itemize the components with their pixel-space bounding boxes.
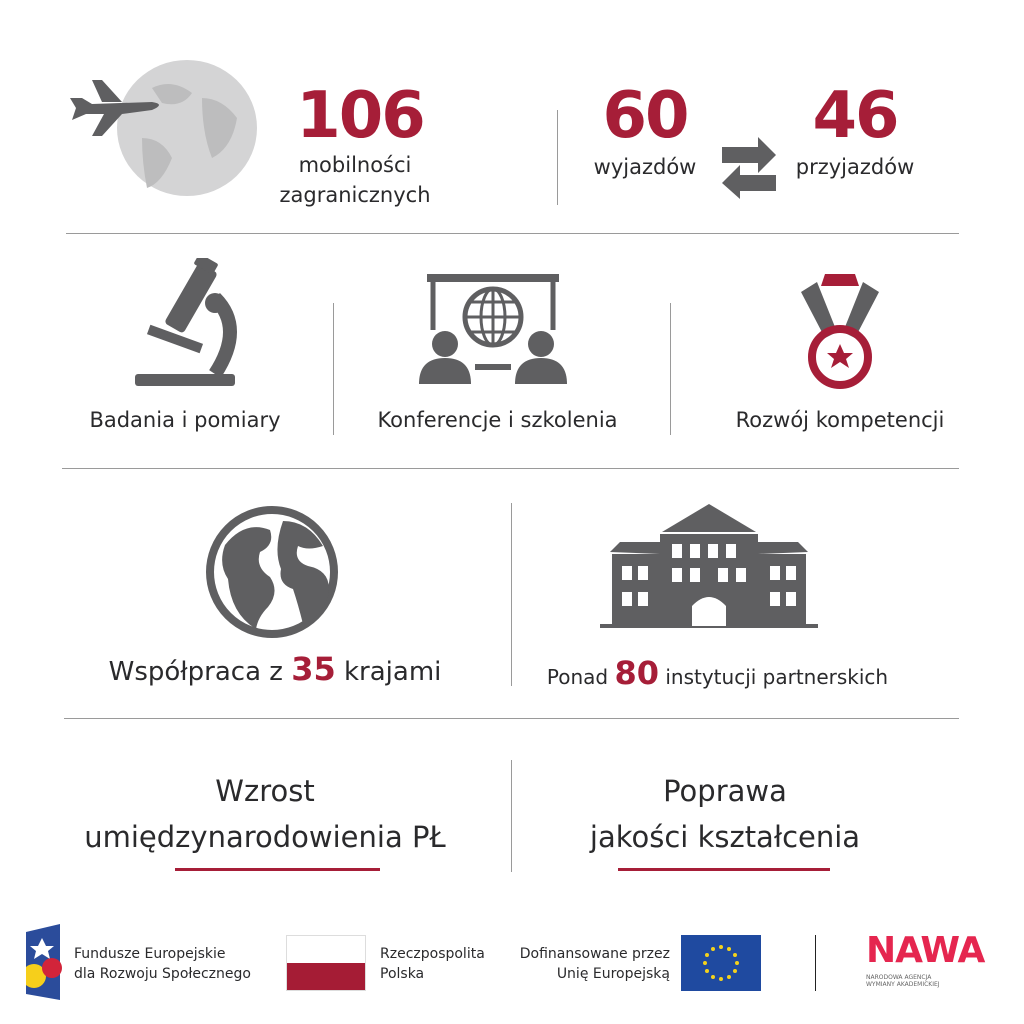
total-label-line2: zagranicznych [279, 183, 431, 207]
outcome-1-line1: Wzrost [215, 774, 315, 808]
outcome-2-line1: Poprawa [663, 774, 787, 808]
microscope-icon [135, 258, 245, 390]
countries-value: 35 [291, 650, 336, 688]
eu-line1: Dofinansowane przez [519, 946, 670, 962]
university-building-icon [600, 502, 818, 630]
total-label-line1: mobilności [298, 153, 412, 177]
countries-stat [80, 650, 470, 688]
fe-text [74, 944, 251, 984]
outcome-1-line2: umiędzynarodowienia PŁ [84, 820, 446, 854]
fe-line1: Fundusze Europejskie [74, 946, 226, 962]
fe-line2: dla Rozwoju Społecznego [74, 966, 251, 982]
nawa-logo [866, 932, 1001, 988]
rp-line1: Rzeczpospolita [380, 946, 485, 962]
activity-label-conferences: Konferencje i szkolenia [377, 408, 618, 432]
presentation-globe-icon [415, 272, 570, 387]
total-mobility-value: 106 [296, 79, 424, 153]
activity-label-research: Badania i pomiary [89, 408, 281, 432]
activity-label-competences: Rozwój kompetencji [735, 408, 945, 432]
rp-text [380, 944, 485, 984]
institutions-stat [530, 654, 905, 692]
rp-line2: Polska [380, 966, 425, 982]
polish-flag-icon [286, 935, 366, 991]
globe-plane-icon [62, 58, 262, 198]
eu-line2: Unię Europejską [556, 966, 670, 982]
countries-prefix: Współpraca z [108, 657, 283, 687]
outgoing-label: wyjazdów [593, 155, 697, 179]
medal-icon [795, 272, 885, 392]
incoming-label: przyjazdów [795, 155, 915, 179]
nawa-sub2: WYMIANY AKADEMICKIEJ [866, 981, 940, 988]
outcome-2-line2: jakości kształcenia [589, 820, 861, 854]
countries-suffix: krajami [344, 657, 442, 687]
fe-logo-icon [26, 924, 62, 1000]
nawa-logo-text: NAWA [866, 930, 985, 971]
outgoing-value: 60 [602, 79, 688, 153]
nawa-sub1: NARODOWA AGENCJA [866, 974, 932, 981]
exchange-arrows-icon [718, 135, 780, 200]
globe-icon [205, 505, 339, 639]
institutions-prefix: Ponad [546, 665, 609, 689]
outcome-internationalization [70, 768, 460, 860]
institutions-value: 80 [614, 654, 659, 692]
total-mobility-label [255, 150, 455, 210]
incoming-value: 46 [812, 79, 898, 153]
eu-flag-icon [681, 935, 761, 991]
institutions-suffix: instytucji partnerskich [665, 665, 889, 689]
outcome-education-quality [530, 768, 920, 860]
eu-text [500, 944, 670, 984]
